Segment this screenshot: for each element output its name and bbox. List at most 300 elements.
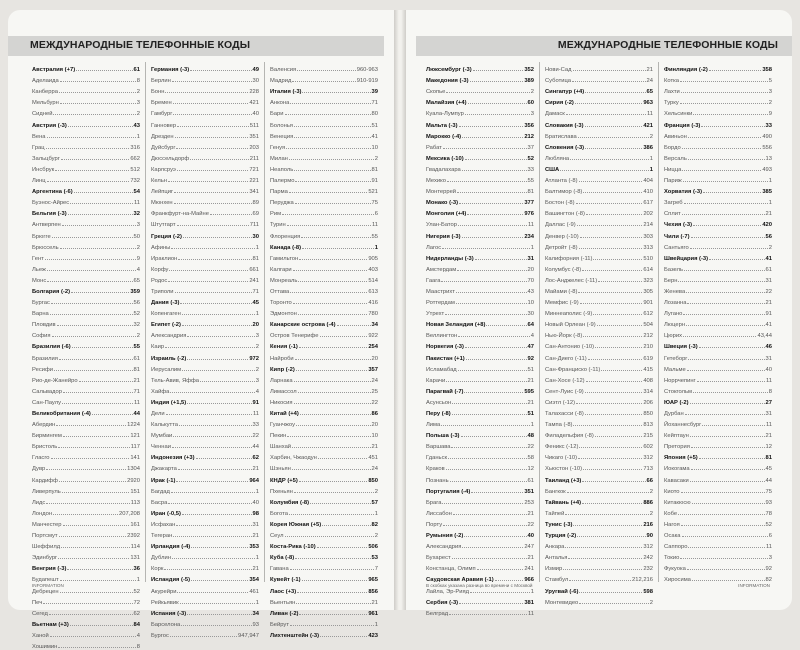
dialing-code: 976 [524,211,534,218]
dialing-code: 21 [133,377,140,384]
city-code-row [270,428,378,439]
dialing-code: 905 [368,255,378,262]
dialing-code: 37 [527,144,534,151]
dot-leader [296,370,368,371]
dialing-code: 20 [252,322,259,329]
city-code-row [664,140,772,151]
dialing-code: 54 [133,189,140,196]
country-code-row [545,495,653,506]
dot-leader [464,536,526,537]
country-code-row [270,472,378,483]
country-code-row [426,62,534,73]
dot-leader [682,170,761,171]
city-code-row [32,317,140,328]
dot-leader [580,237,643,238]
dot-leader [577,536,645,537]
dialing-code: 377 [524,200,534,207]
dot-leader [595,347,642,348]
dialing-code: 113 [130,499,140,506]
city-code-row [270,151,378,162]
entry-name: Венеция [270,133,294,140]
city-code-row [32,384,140,395]
entry-name: Германия (-3) [151,67,190,74]
dot-leader [290,625,374,626]
city-code-row [151,151,259,162]
dialing-code: 41 [371,133,378,140]
city-code-row [545,484,653,495]
entry-name: Хельсинки [664,111,693,118]
city-code-row [545,273,653,284]
entry-name: Индия (+1,5) [151,399,187,406]
city-code-row [151,106,259,117]
entry-name: Рим [270,211,282,218]
dot-leader [457,270,526,271]
entry-name: Калькутта [151,422,178,429]
entry-name: Акурейри [151,588,177,595]
city-code-row [270,117,378,128]
entry-name: Исландия (-5) [151,577,191,584]
dot-leader [317,547,368,548]
entry-name: Иерусалим [151,366,182,373]
city-code-row [545,317,653,328]
city-code-row [270,506,378,517]
city-code-row [32,484,140,495]
dot-leader [45,259,136,260]
dialing-code: 57 [371,499,378,506]
dialing-code: 89 [252,200,259,207]
city-code-row [664,350,772,361]
entry-name: Утрехт [426,311,445,318]
dot-leader [292,81,355,82]
entry-name: Бразилия (-6) [32,344,71,351]
dialing-code: 247 [524,544,534,551]
city-code-row [270,228,378,239]
dot-leader [682,536,768,537]
dialing-code: 61 [133,67,140,74]
entry-name: Парма [270,189,288,196]
country-code-row [545,162,653,173]
entry-name: Ирак (-1) [151,477,176,484]
dot-leader [442,248,530,249]
dialing-code: 510 [643,255,653,262]
entry-name: Нигерия (-3) [426,233,461,240]
entry-name: Маастрихт [426,288,455,295]
dialing-code: 1 [530,422,534,429]
left-page [8,10,394,650]
dot-leader [462,170,527,171]
dot-leader [462,237,524,238]
entry-name: Канада (-8) [270,244,302,251]
entry-name: Новая Зеландия (+8) [426,322,486,329]
dialing-code: 98 [252,510,259,517]
city-code-row [151,550,259,561]
dot-leader [699,347,765,348]
entry-name: Сингапур (+4) [545,89,585,96]
city-code-row [426,550,534,561]
city-code-row [151,140,259,151]
entry-name: Берн [664,277,678,284]
dot-leader [183,237,252,238]
city-code-row [32,328,140,339]
entry-name: Аделаида [32,78,59,85]
dialing-code: 351 [249,133,259,140]
dot-leader [299,347,367,348]
dialing-code: 81 [371,166,378,173]
entry-name: Сан-Франциско (-11) [545,366,601,373]
dot-leader [682,148,762,149]
dialing-code: 451 [368,455,378,462]
dialing-code: 21 [371,444,378,451]
dot-leader [468,103,527,104]
entry-name: Хайфа [151,388,170,395]
dot-leader [453,514,527,515]
dialing-code: 2 [649,133,653,140]
dot-leader [181,625,251,626]
country-code-row [270,550,378,561]
entry-name: Лаос (+3) [270,588,297,595]
dot-leader [441,281,526,282]
dot-leader [51,303,133,304]
dot-leader [697,381,765,382]
entry-name: Анталья [545,555,568,562]
entry-name: Харбин, Чжаодун [270,455,317,462]
dialing-code: 8 [768,388,772,395]
city-code-row [426,328,534,339]
entry-name: Уругвай (-6) [545,588,579,595]
dot-leader [187,403,251,404]
dialing-code: 117 [130,444,140,451]
city-code-row [32,606,140,617]
dot-leader [294,137,370,138]
dialing-code: 22 [527,444,534,451]
dialing-code: 1 [649,166,653,173]
city-code-row [32,428,140,439]
dot-leader [573,525,642,526]
entry-name: Бостон (-8) [545,200,575,207]
dialing-code: 404 [643,178,653,185]
dot-leader [56,425,126,426]
entry-name: Лейпциг [151,189,174,196]
dialing-code: 11 [765,377,772,384]
dot-leader [691,237,765,238]
dialing-code: 11 [765,422,772,429]
city-code-row [32,395,140,406]
city-code-row [270,184,378,195]
entry-name: Брага [426,499,442,506]
city-code-row [32,173,140,184]
dialing-code: 661 [249,266,259,273]
city-code-row [32,73,140,84]
dialing-code: 1 [136,577,140,584]
city-code-row [545,339,653,350]
entry-name: Португалия (-4) [426,488,471,495]
city-code-row [664,528,772,539]
entry-name: Александрия [426,544,462,551]
dialing-code: 2 [768,100,772,107]
dot-leader [174,203,252,204]
dialing-code: 214 [643,222,653,229]
entry-name: Гданьск [426,455,448,462]
entry-name: Румыния (-2) [426,533,464,540]
dot-leader [578,137,649,138]
city-code-row [32,506,140,517]
dot-leader [57,325,133,326]
dialing-code: 44 [765,477,772,484]
entry-name: Куба (-8) [270,555,295,562]
entry-name: Сент-Луис (-9) [545,388,584,395]
city-code-row [426,506,534,517]
city-code-row [151,206,259,217]
dialing-code: 43 [527,288,534,295]
dot-leader [180,303,251,304]
entry-name: Тунис (-3) [545,521,573,528]
city-code-row [151,495,259,506]
dot-leader [452,403,526,404]
dialing-code: 420 [762,222,772,229]
dot-leader [458,370,527,371]
dot-leader [302,92,370,93]
city-code-row [426,373,534,384]
entry-name: Гент [32,255,44,262]
dialing-code: 512 [130,166,140,173]
dialing-code: 2 [768,244,772,251]
dot-leader [55,170,129,171]
city-code-row [270,373,378,384]
dot-leader [680,81,768,82]
country-code-row [151,606,259,617]
dot-leader [299,259,367,260]
entry-name: Сеул [270,533,284,540]
dialing-code: 850 [368,477,378,484]
dot-leader [190,159,249,160]
city-code-row [32,461,140,472]
city-code-row [545,195,653,206]
entry-name: Эдинбург [32,555,58,562]
entry-name: Познань [426,477,449,484]
dialing-code: 202 [643,211,653,218]
city-code-row [32,450,140,461]
city-code-row [151,173,259,184]
city-code-row [151,373,259,384]
dialing-code: 711 [249,222,259,229]
dot-leader [445,314,526,315]
entry-name: Стамбул [545,577,569,584]
dot-leader [692,580,765,581]
dialing-code: 316 [130,144,140,151]
city-code-row [270,328,378,339]
dot-leader [51,458,130,459]
city-code-row [151,162,259,173]
dialing-code: 53 [371,555,378,562]
dialing-code: 254 [368,344,378,351]
entry-name: Оттава [270,288,290,295]
country-code-row [664,184,772,195]
dot-leader [187,336,254,337]
dialing-code: 514 [368,277,378,284]
city-code-row [664,539,772,550]
entry-name: Бельгия (-3) [32,211,67,218]
entry-name: Дания (-3) [151,300,180,307]
country-code-row [151,295,259,306]
dialing-code: 55 [527,178,534,185]
dot-leader [164,569,251,570]
dialing-code: 313 [643,244,653,251]
country-code-row [426,595,534,606]
city-code-row [545,362,653,373]
dot-leader [693,114,767,115]
dialing-code: 713 [643,466,653,473]
dialing-code: 22 [252,433,259,440]
entry-name: Бургас [32,300,50,307]
city-code-row [426,240,534,251]
country-code-row [32,561,140,572]
city-code-row [545,561,653,572]
entry-name: Словения (-3) [545,144,585,151]
dialing-code: 11 [371,222,378,229]
city-code-row [151,240,259,251]
dialing-code: 20 [371,355,378,362]
entry-name: Бухарест [426,555,451,562]
dot-leader [92,414,133,415]
entry-name: Неаполь [270,166,294,173]
dialing-code: 423 [368,632,378,639]
entry-name: Монтевидео [545,599,579,606]
country-code-row [426,251,534,262]
country-code-row [426,228,534,239]
city-code-row [545,428,653,439]
dot-leader [53,514,118,515]
city-code-row [32,129,140,140]
dialing-code: 381 [524,599,534,606]
city-code-row [32,262,140,273]
entry-name: Багдад [151,488,170,495]
city-code-row [545,461,653,472]
dot-leader [452,558,527,559]
city-code-row [151,517,259,528]
dot-leader [459,126,524,127]
city-code-row [32,639,140,650]
dot-leader [178,469,252,470]
dot-leader [286,148,370,149]
dot-leader [458,225,527,226]
entry-name: Кардифф [32,477,58,484]
entry-name: София [32,333,51,340]
dialing-code: 131 [130,555,140,562]
entry-name: Мельбурн [32,100,59,107]
city-code-row [151,461,259,472]
dot-leader [693,225,761,226]
dialing-code: 91 [371,178,378,185]
dot-leader [486,325,526,326]
city-code-row [151,284,259,295]
dialing-code: 27 [765,399,772,406]
dot-leader [191,547,248,548]
city-code-row [545,295,653,306]
dialing-code: 966 [524,577,534,584]
city-code-row [545,251,653,262]
country-code-row [426,528,534,539]
entry-name: Новый Орлеан (-9) [545,322,596,329]
entry-name: Брюгге [32,233,51,240]
entry-name: Лиссабон [426,510,452,517]
dialing-code: 242 [643,555,653,562]
country-code-row [32,617,140,628]
dialing-code: 20 [371,422,378,429]
dot-leader [175,137,249,138]
dialing-code: 662 [130,155,140,162]
dialing-code: 1 [374,621,378,628]
dot-leader [46,503,129,504]
city-code-row [32,517,140,528]
dot-leader [446,92,529,93]
dot-leader [578,458,642,459]
city-code-row [664,273,772,284]
dot-leader [595,436,642,437]
entry-name: Роттердам [426,300,455,307]
city-code-row [426,162,534,173]
dot-leader [297,592,367,593]
entry-name: Лайла, Эр-Рияд [426,588,470,595]
dialing-code: 56 [133,300,140,307]
dialing-code: 253 [524,499,534,506]
dot-leader [690,248,768,249]
dot-leader [318,458,367,459]
dot-leader [684,270,765,271]
entry-name: Осака [664,533,681,540]
dialing-code: 386 [643,144,653,151]
entry-name: Колумбия (-8) [270,499,310,506]
dialing-code: 421 [249,100,259,107]
dialing-code: 1 [255,244,259,251]
city-code-row [151,484,259,495]
dot-leader [298,392,371,393]
dialing-code: 212 [643,333,653,340]
city-code-row [151,129,259,140]
city-code-row [545,62,653,73]
country-code-row [545,583,653,594]
city-code-row [32,306,140,317]
entry-name: Болонья [270,122,293,129]
dialing-code: 619 [643,355,653,362]
dot-leader [191,580,248,581]
entry-name: Италия (-3) [270,89,302,96]
city-code-row [32,151,140,162]
country-code-row [426,195,534,206]
entry-name: Антверпен [32,222,61,229]
country-code-row [32,284,140,295]
country-code-row [545,84,653,95]
city-code-row [151,339,259,350]
city-code-row [664,550,772,561]
dot-leader [459,203,523,204]
dot-leader [458,336,530,337]
entry-name: Япония (+5) [664,455,698,462]
city-code-row [151,95,259,106]
entry-name: Брюссель [32,244,59,251]
country-code-row [32,62,140,73]
city-code-row [545,184,653,195]
city-code-row [545,206,653,217]
city-code-row [664,151,772,162]
dot-leader [687,370,765,371]
dot-leader [170,636,237,637]
entry-name: Лозанна [664,300,687,307]
dialing-code: 24 [646,78,653,85]
dialing-code: 212 [524,133,534,140]
dot-leader [298,281,367,282]
dialing-code: 43 [133,122,140,129]
dot-leader [449,614,527,615]
